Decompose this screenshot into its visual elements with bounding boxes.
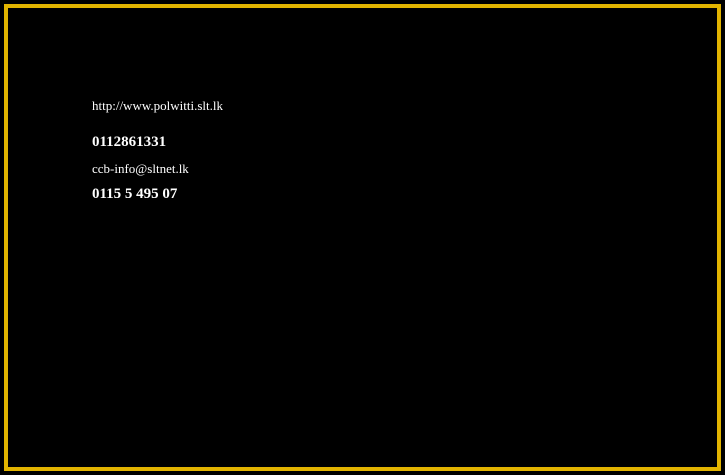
phone-number: 0112861331 xyxy=(92,134,167,150)
website-url[interactable]: http://www.polwitti.slt.lk xyxy=(92,98,223,113)
email-address[interactable]: ccb-info@sltnet.lk xyxy=(92,161,189,176)
gold-border xyxy=(4,4,721,471)
fax-number: 0115 5 495 07 xyxy=(92,186,178,202)
